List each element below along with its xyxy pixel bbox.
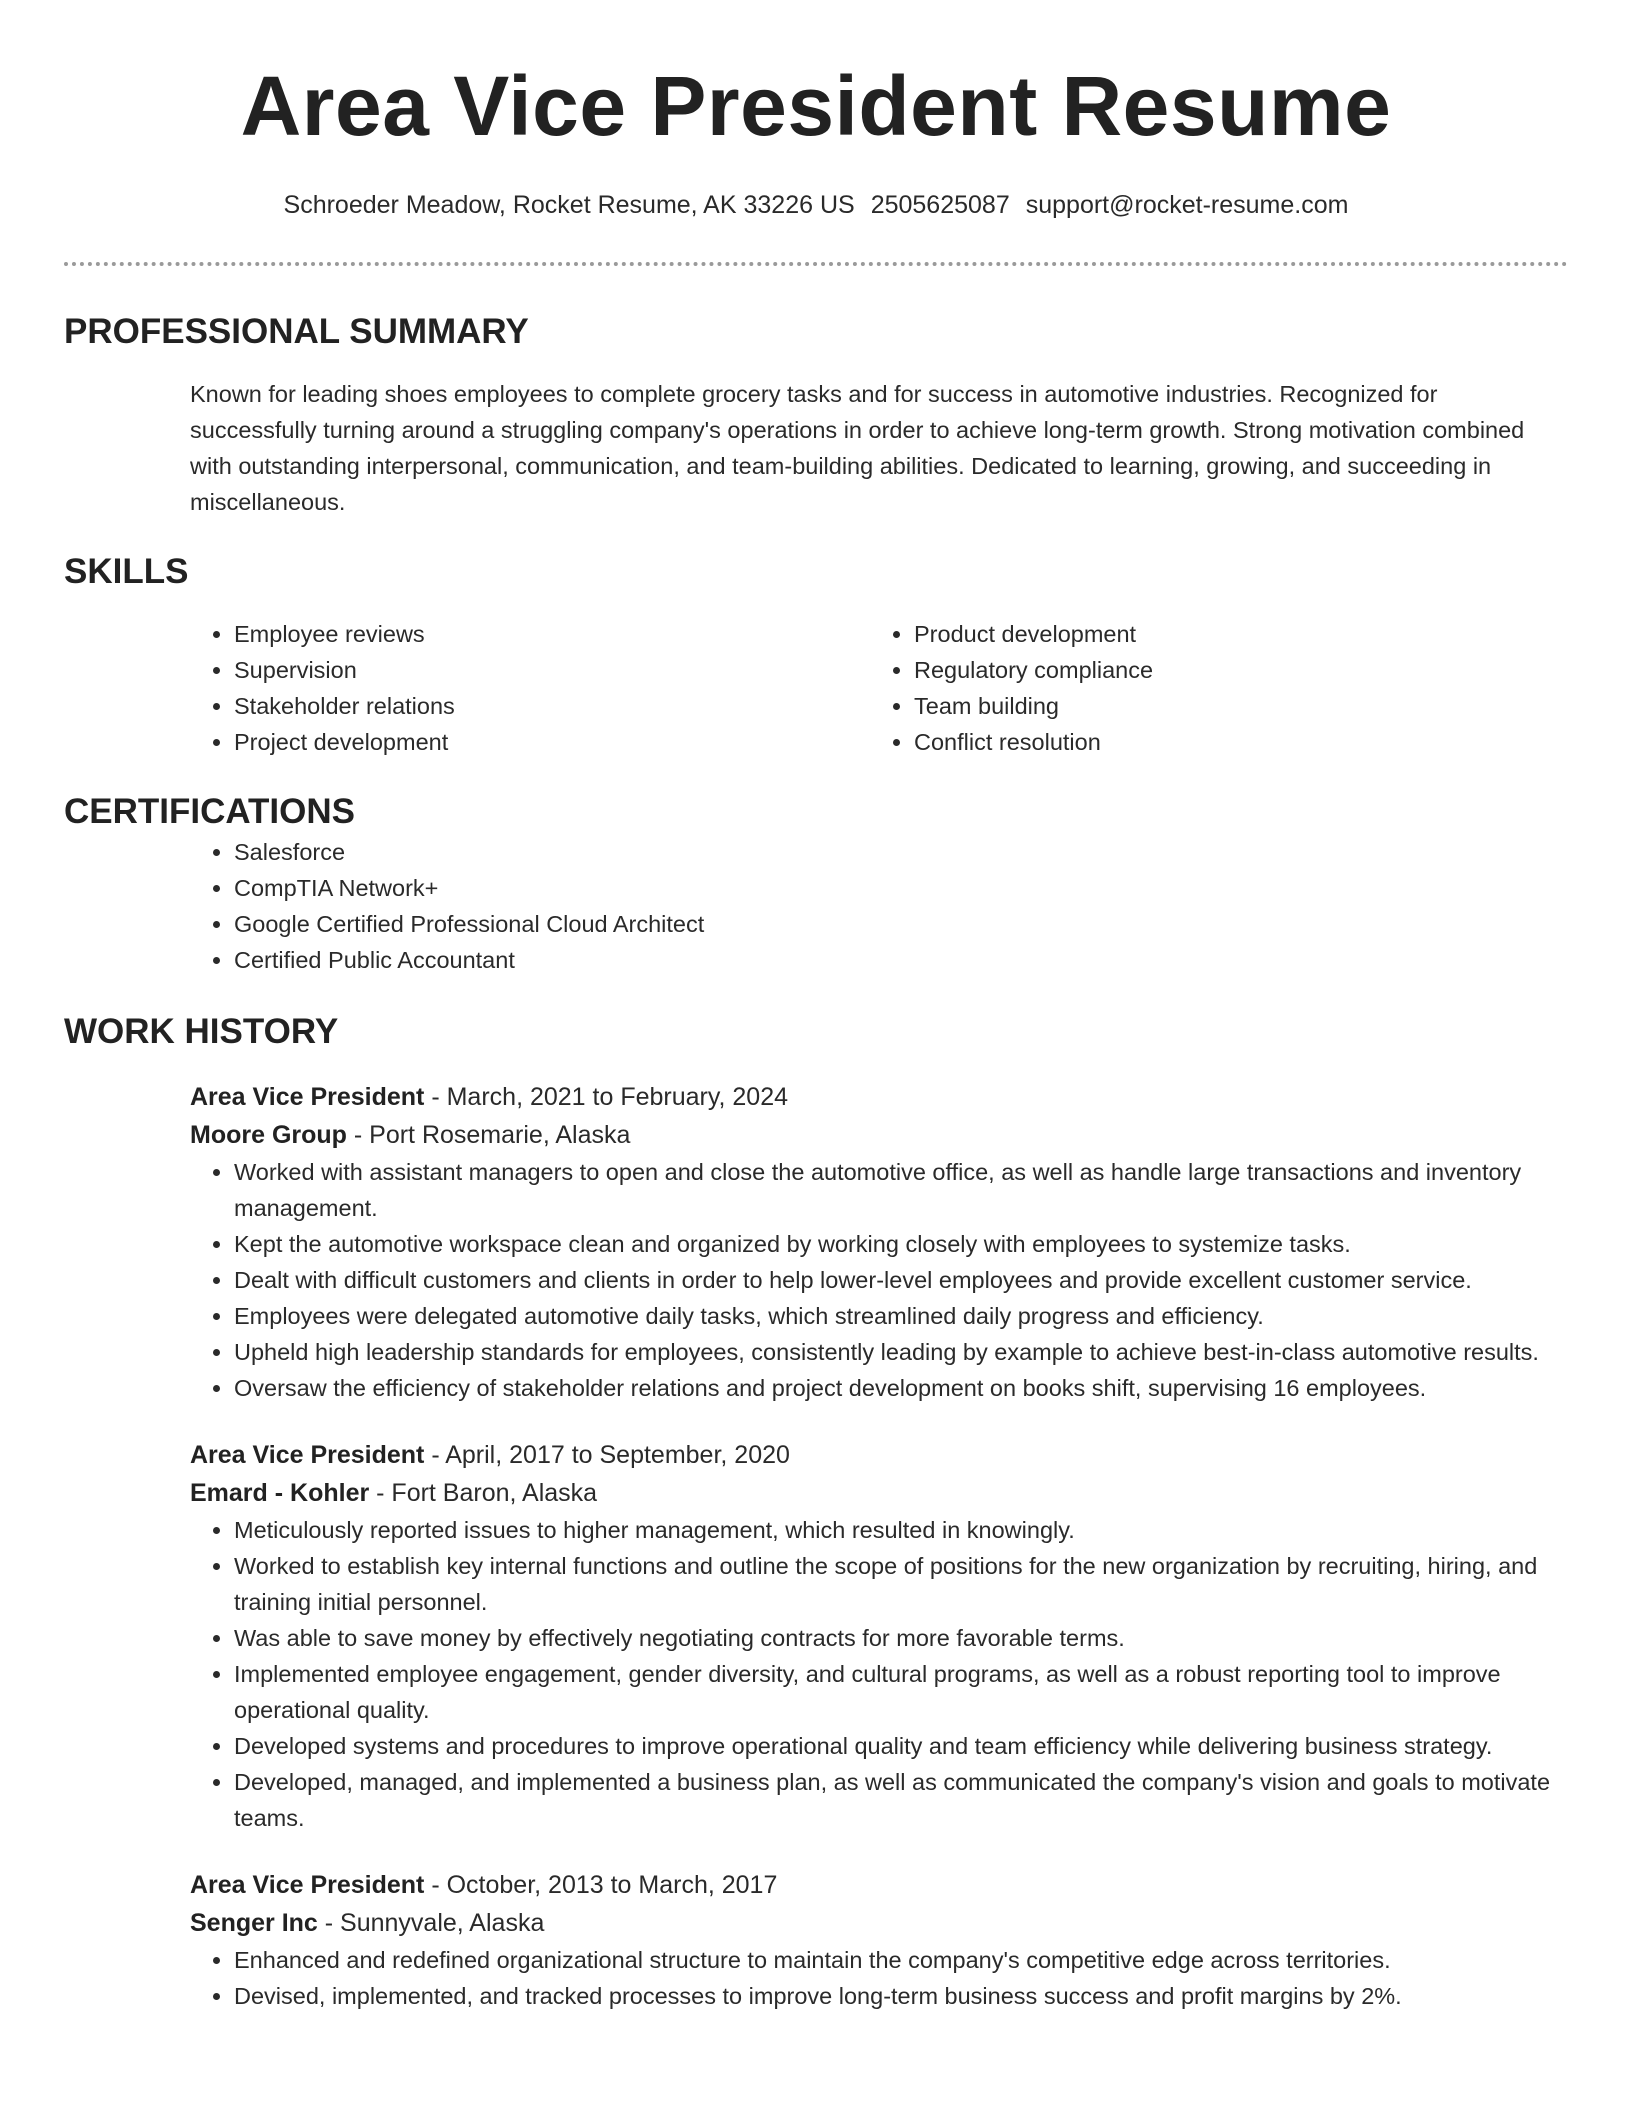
skill-item: • Stakeholder relations xyxy=(234,688,870,724)
job-company: Emard - Kohler xyxy=(190,1479,370,1507)
section-heading-summary: PROFESSIONAL SUMMARY xyxy=(64,312,529,351)
job-bullet: • Dealt with difficult customers and clients in order to help lower-level employees and provide excellent customer service. xyxy=(234,1262,1568,1298)
job-bullet: • Devised, implemented, and tracked processes to improve long-term business success and profit margins by 2%. xyxy=(234,1978,1568,2014)
job-bullet: • Oversaw the efficiency of stakeholder relations and project development on books shift, supervising 16 employees. xyxy=(234,1370,1568,1406)
skill-item: • Supervision xyxy=(234,652,870,688)
job-bullet: • Developed systems and procedures to improve operational quality and team efficiency while delivering business strategy. xyxy=(234,1728,1568,1764)
job-bullet: • Implemented employee engagement, gender diversity, and cultural programs, as well as a robust reporting tool to improve operational quality. xyxy=(234,1656,1568,1728)
job-entry xyxy=(190,1866,1568,2014)
summary-section xyxy=(64,376,1568,520)
skills-section xyxy=(64,616,1568,760)
job-bullet: • Worked to establish key internal functions and outline the scope of positions for the new organization by recruiting, hiring, and training initial personnel. xyxy=(234,1548,1568,1620)
job-bullet: • Employees were delegated automotive daily tasks, which streamlined daily progress and efficiency. xyxy=(234,1298,1568,1334)
job-title: Area Vice President xyxy=(190,1871,425,1899)
skills-list-left xyxy=(190,616,870,760)
section-heading-skills: SKILLS xyxy=(64,552,189,591)
skill-item: • Product development xyxy=(914,616,1550,652)
job-bullet: • Upheld high leadership standards for employees, consistently leading by example to achieve best-in-class automotive results. xyxy=(234,1334,1568,1370)
dotted-divider xyxy=(64,262,1568,266)
skills-grid xyxy=(190,616,1568,760)
certification-item: • Salesforce xyxy=(234,834,1568,870)
section-heading-certifications: CERTIFICATIONS xyxy=(64,792,356,831)
job-dates: - March, 2021 to February, 2024 xyxy=(424,1083,789,1111)
job-title-line xyxy=(190,1866,1568,1904)
summary-text: Known for leading shoes employees to complete grocery tasks and for success in automotive industries. Recognized for successfully turning around a struggling company's operations in order to achieve long-term growth. Strong motivation combined with outstanding interpersonal, communication, and team-building abilities. Dedicated to learning, growing, and succeeding in miscellaneous. xyxy=(190,381,1525,515)
section-heading-work-history: WORK HISTORY xyxy=(64,1012,339,1051)
contact-address: Schroeder Meadow, Rocket Resume, AK 33226 US xyxy=(283,191,855,219)
certifications-list xyxy=(190,834,1568,978)
job-bullet-list xyxy=(190,1512,1568,1836)
certification-item: • Certified Public Accountant xyxy=(234,942,1568,978)
job-title-line xyxy=(190,1436,1568,1474)
job-bullet: • Worked with assistant managers to open and close the automotive office, as well as handle large transactions and inventory management. xyxy=(234,1154,1568,1226)
job-bullet: • Was able to save money by effectively negotiating contracts for more favorable terms. xyxy=(234,1620,1568,1656)
job-location: - Fort Baron, Alaska xyxy=(369,1479,598,1507)
certification-item: • Google Certified Professional Cloud Architect xyxy=(234,906,1568,942)
job-bullet: • Enhanced and redefined organizational structure to maintain the company's competitive edge across territories. xyxy=(234,1942,1568,1978)
job-title: Area Vice President xyxy=(190,1441,425,1469)
contact-email: support@rocket-resume.com xyxy=(1025,191,1349,219)
job-location: - Sunnyvale, Alaska xyxy=(317,1909,545,1937)
resume-title: Area Vice President Resume xyxy=(240,59,1392,153)
job-company-line xyxy=(190,1904,1568,1942)
job-dates: - April, 2017 to September, 2020 xyxy=(424,1441,790,1469)
skill-item: • Regulatory compliance xyxy=(914,652,1550,688)
job-company: Senger Inc xyxy=(190,1909,318,1937)
job-dates: - October, 2013 to March, 2017 xyxy=(424,1871,778,1899)
job-company: Moore Group xyxy=(190,1121,347,1149)
contact-line xyxy=(64,188,1568,222)
job-bullet: • Meticulously reported issues to higher management, which resulted in knowingly. xyxy=(234,1512,1568,1548)
job-entry xyxy=(190,1078,1568,1406)
job-location: - Port Rosemarie, Alaska xyxy=(346,1121,631,1149)
work-history-section xyxy=(64,1078,1568,2014)
job-bullet: • Kept the automotive workspace clean and organized by working closely with employees to systemize tasks. xyxy=(234,1226,1568,1262)
job-company-line xyxy=(190,1474,1568,1512)
job-title-line xyxy=(190,1078,1568,1116)
skill-item: • Team building xyxy=(914,688,1550,724)
job-bullet-list xyxy=(190,1942,1568,2014)
job-entry xyxy=(190,1436,1568,1836)
skills-list-right xyxy=(870,616,1550,760)
job-bullet: • Developed, managed, and implemented a business plan, as well as communicated the company's vision and goals to motivate teams. xyxy=(234,1764,1568,1836)
job-title: Area Vice President xyxy=(190,1083,425,1111)
skill-item: • Employee reviews xyxy=(234,616,870,652)
skills-column-right xyxy=(870,616,1550,760)
certifications-section xyxy=(64,834,1568,978)
job-bullet-list xyxy=(190,1154,1568,1406)
job-company-line xyxy=(190,1116,1568,1154)
skill-item: • Conflict resolution xyxy=(914,724,1550,760)
contact-phone: 2505625087 xyxy=(870,191,1010,219)
skills-column-left xyxy=(190,616,870,760)
certification-item: • CompTIA Network+ xyxy=(234,870,1568,906)
skill-item: • Project development xyxy=(234,724,870,760)
